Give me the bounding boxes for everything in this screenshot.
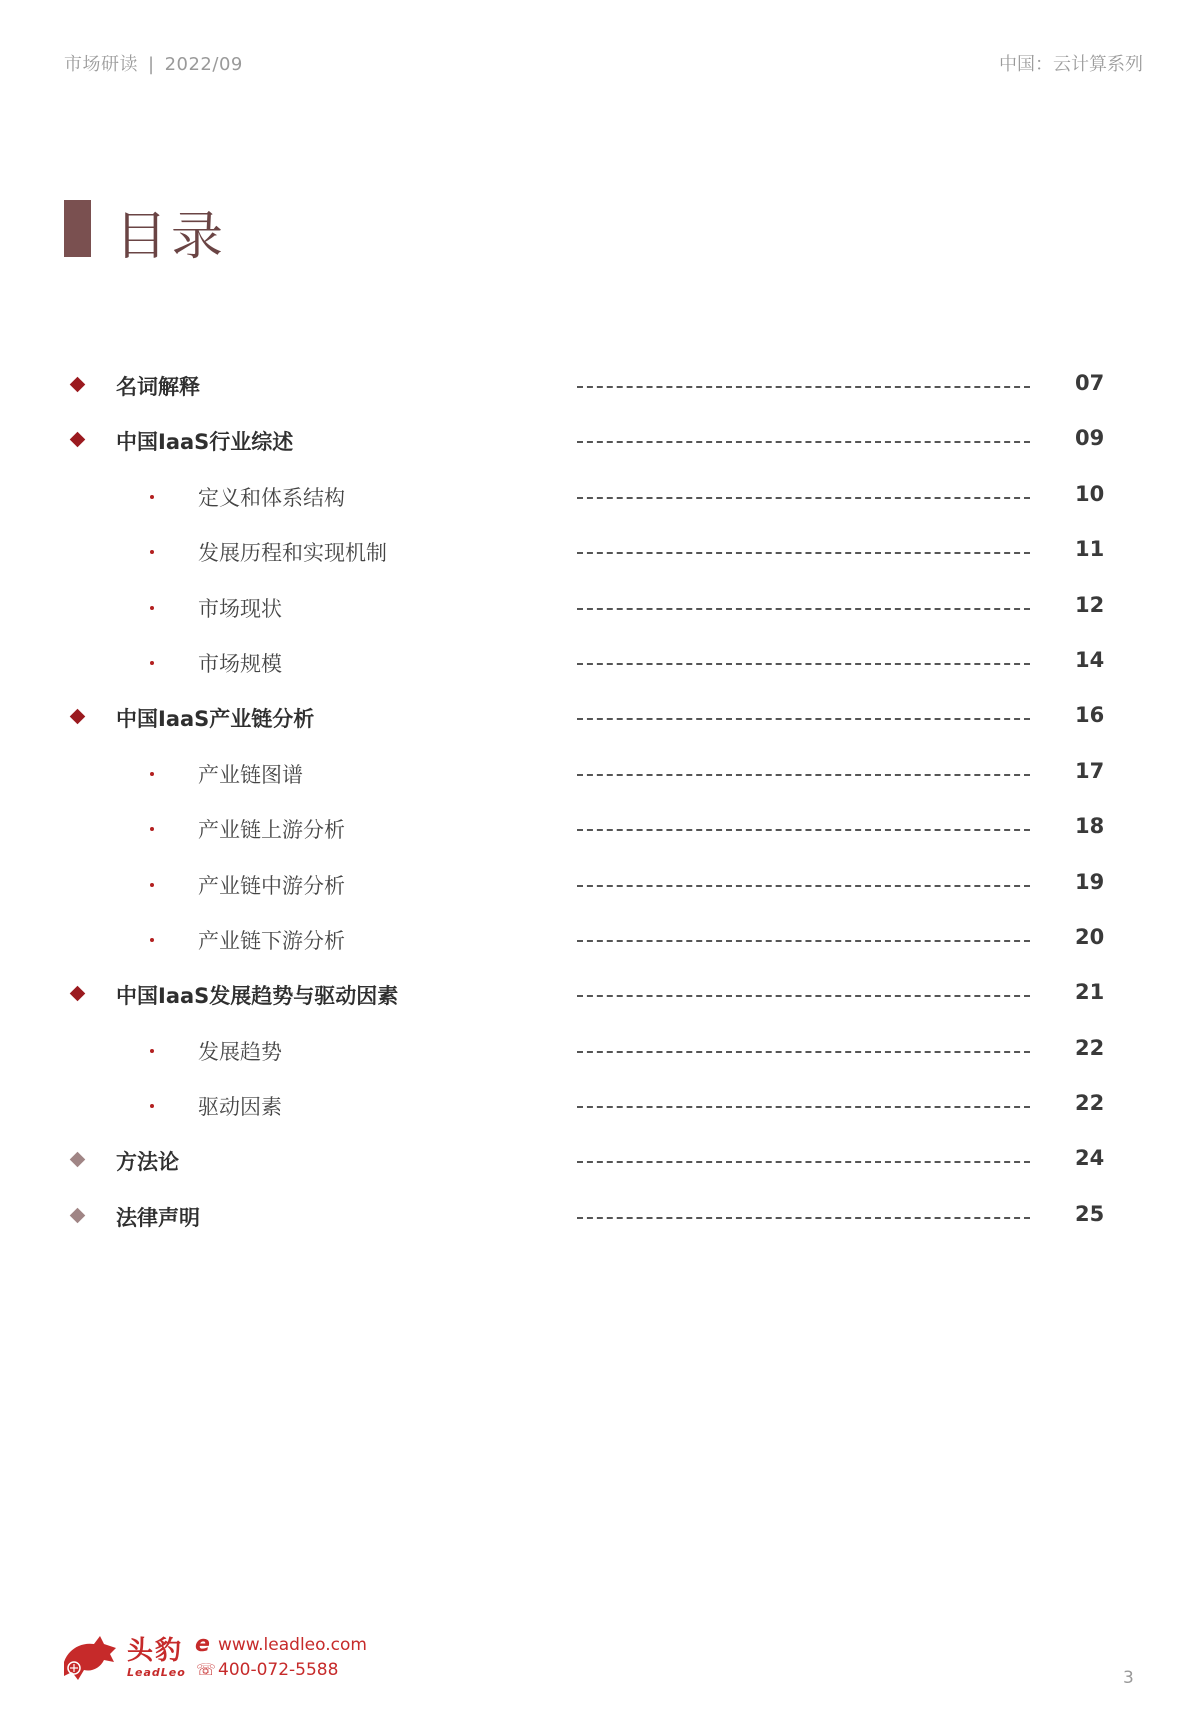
toc-item-label: 产业链图谱	[198, 762, 303, 787]
toc-dotted-leader	[577, 1051, 1030, 1053]
toc-item[interactable]	[0, 1196, 1200, 1251]
toc-dotted-leader	[577, 774, 1030, 776]
toc-item-page: 22	[1075, 1035, 1105, 1060]
dot-bullet-icon	[150, 772, 154, 776]
dot-bullet-icon	[150, 938, 154, 942]
dot-bullet-icon	[150, 495, 154, 499]
dot-bullet-icon	[150, 1049, 154, 1053]
toc-item-label: 发展趋势	[198, 1039, 282, 1064]
toc-dotted-leader	[577, 663, 1030, 665]
toc-item-label: 定义和体系结构	[198, 485, 345, 510]
header-section-label: 市场研读	[64, 54, 138, 75]
toc-dotted-leader	[577, 940, 1030, 942]
phone-number: 400-072-5588	[218, 1660, 339, 1680]
dot-bullet-icon	[150, 550, 154, 554]
toc-item-page: 22	[1075, 1091, 1105, 1116]
header-date: 2022/09	[164, 54, 243, 75]
dot-bullet-icon	[150, 827, 154, 831]
toc-item-page: 07	[1075, 371, 1105, 395]
toc-dotted-leader	[577, 1106, 1030, 1108]
toc-item[interactable]	[0, 1140, 1200, 1195]
toc-item[interactable]	[0, 587, 1200, 642]
toc-item-page: 19	[1075, 869, 1105, 894]
header-series-label: 中国：云计算系列	[999, 54, 1143, 75]
page-title: 目录	[115, 207, 228, 267]
toc-item-page: 20	[1075, 924, 1105, 949]
toc-item[interactable]	[0, 531, 1200, 586]
toc-item[interactable]	[0, 808, 1200, 863]
toc-dotted-leader	[577, 441, 1030, 443]
diamond-bullet-icon	[70, 986, 86, 1002]
toc-item-label: 发展历程和实现机制	[198, 541, 387, 566]
page-number: 3	[1123, 1668, 1134, 1688]
toc-item[interactable]	[0, 864, 1200, 919]
leopard-logo-icon	[60, 1632, 118, 1684]
toc-item-label: 方法论	[116, 1150, 179, 1175]
toc-item-label: 市场现状	[198, 596, 282, 621]
toc-item-page: 24	[1075, 1146, 1105, 1171]
toc-item-page: 10	[1075, 481, 1105, 506]
toc-dotted-leader	[577, 1217, 1030, 1219]
toc-item-page: 09	[1075, 426, 1105, 451]
toc-dotted-leader	[577, 497, 1030, 499]
diamond-bullet-icon	[70, 709, 86, 725]
toc-item-label: 市场规模	[198, 651, 282, 676]
toc-item[interactable]	[0, 420, 1200, 475]
toc-item-page: 25	[1075, 1201, 1105, 1226]
toc-item-label: 产业链上游分析	[198, 818, 345, 843]
toc-item[interactable]	[0, 697, 1200, 752]
toc-dotted-leader	[577, 552, 1030, 554]
title-accent-bar	[64, 200, 91, 257]
toc-dotted-leader	[577, 608, 1030, 610]
table-of-contents	[0, 365, 1200, 1251]
toc-item-page: 16	[1075, 703, 1105, 728]
toc-dotted-leader	[577, 386, 1030, 388]
toc-dotted-leader	[577, 885, 1030, 887]
toc-item-page: 17	[1075, 758, 1105, 783]
toc-item-page: 12	[1075, 592, 1105, 617]
toc-dotted-leader	[577, 718, 1030, 720]
toc-item-label: 驱动因素	[198, 1095, 282, 1120]
toc-item-page: 18	[1075, 814, 1105, 839]
toc-item-page: 21	[1075, 980, 1105, 1005]
toc-dotted-leader	[577, 995, 1030, 997]
toc-item-page: 14	[1075, 647, 1105, 672]
diamond-bullet-icon	[70, 432, 86, 448]
header-separator: |	[148, 54, 155, 75]
brand-name-en: LeadLeo	[127, 1666, 186, 1679]
toc-item[interactable]	[0, 919, 1200, 974]
toc-dotted-leader	[577, 829, 1030, 831]
toc-item[interactable]	[0, 753, 1200, 808]
dot-bullet-icon	[150, 883, 154, 887]
diamond-bullet-icon	[70, 1152, 86, 1168]
toc-item-label: 中国IaaS产业链分析	[116, 707, 315, 732]
toc-dotted-leader	[577, 1161, 1030, 1163]
toc-item[interactable]	[0, 974, 1200, 1029]
e-letter-icon: e	[195, 1632, 210, 1657]
toc-item-label: 法律声明	[116, 1205, 200, 1230]
toc-item[interactable]	[0, 1030, 1200, 1085]
toc-item[interactable]	[0, 1085, 1200, 1140]
toc-item[interactable]	[0, 476, 1200, 531]
phone-icon: ☏	[196, 1660, 217, 1679]
dot-bullet-icon	[150, 606, 154, 610]
toc-item-page: 11	[1075, 537, 1105, 562]
diamond-bullet-icon	[70, 1208, 86, 1224]
website-link[interactable]: www.leadleo.com	[218, 1635, 367, 1655]
toc-item-label: 中国IaaS发展趋势与驱动因素	[116, 984, 399, 1009]
dot-bullet-icon	[150, 661, 154, 665]
brand-name-cn: 头豹	[127, 1636, 184, 1666]
toc-item[interactable]	[0, 365, 1200, 420]
header-left	[64, 50, 243, 76]
toc-item-label: 产业链中游分析	[198, 873, 345, 898]
toc-item[interactable]	[0, 642, 1200, 697]
diamond-bullet-icon	[70, 377, 86, 393]
toc-item-label: 名词解释	[116, 375, 200, 399]
toc-item-label: 中国IaaS行业综述	[116, 430, 294, 455]
toc-item-label: 产业链下游分析	[198, 928, 345, 953]
dot-bullet-icon	[150, 1104, 154, 1108]
